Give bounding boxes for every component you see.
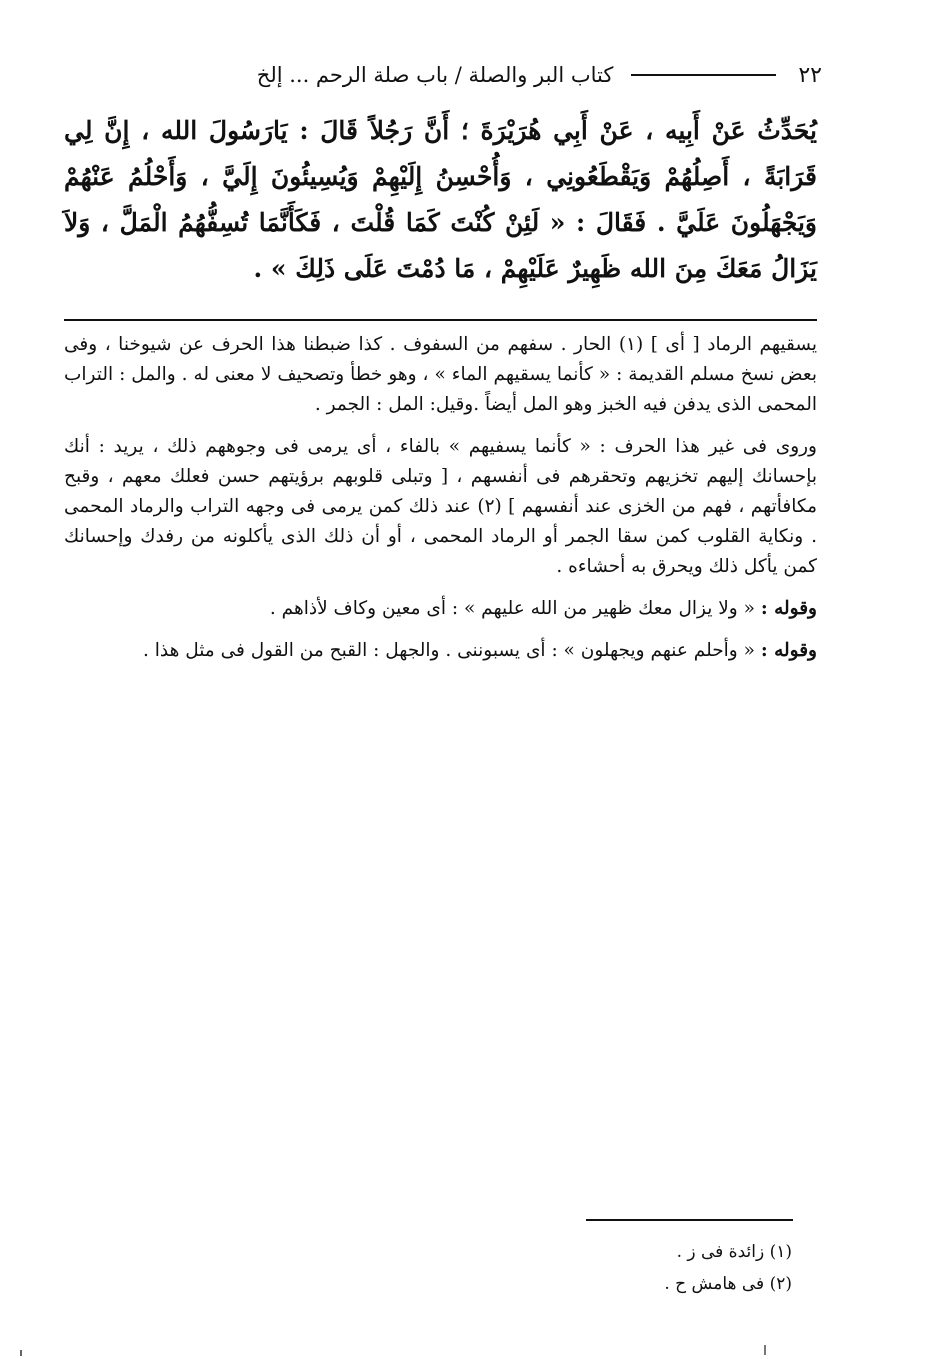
page-number: ٢٢ — [798, 62, 822, 88]
commentary-paragraph-3 — [64, 594, 817, 624]
commentary-lead: وقوله : — [760, 640, 817, 661]
commentary-text: « ولا يزال معك ظهير من الله عليهم » : أى معين وكاف لأذاهم . — [269, 598, 761, 619]
scan-mark — [764, 1345, 766, 1355]
commentary-paragraph-1: يسقيهم الرماد [ أى ] (١) الحار . سفهم من السفوف . كذا ضبطنا هذا الحرف عن شيوخنا ، وفى بعض نسخ مسلم القديمة : « كأنما يسقيهم الماء » ، وهو خطأ وتصحيف لا معنى له . والمل : التراب المحمى الذى يدفن فيه الخبز وهو المل أيضاً .وقيل: المل : الجمر . — [64, 334, 817, 415]
page-header — [64, 58, 822, 92]
running-title: كتاب البر والصلة / باب صلة الرحم ... إلخ — [256, 63, 614, 87]
commentary — [64, 330, 817, 678]
hadith-text: يُحَدِّثُ عَنْ أَبِيه ، عَنْ أَبِي هُرَيْرَةَ ؛ أَنَّ رَجُلاً قَالَ : يَارَسُولَ الله ، إِنَّ لِي قَرَابَةً ، أَصِلُهُمْ وَيَقْطَعُونِي ، وَأُحْسِنُ إِلَيْهِمْ وَيُسِيئُونَ إِلَيَّ ، وَأَحْلُمُ عَنْهُمْ وَيَجْهَلُونَ عَلَيَّ . فَقَالَ : « لَئِنْ كُنْتَ كَمَا قُلْتَ ، فَكَأَنَّمَا تُسِفُّهُمُ الْمَلَّ ، وَلاَ يَزَالُ مَعَكَ مِنَ الله ظَهِيرٌ عَلَيْهِمْ ، مَا دُمْتَ عَلَى ذَلِكَ » . — [64, 116, 817, 283]
commentary-text: « وأحلم عنهم ويجهلون » : أى يسبوننى . والجهل : القبح من القول فى مثل هذا . — [142, 640, 761, 661]
commentary-lead: وقوله : — [760, 598, 817, 619]
section-divider — [64, 319, 817, 321]
commentary-paragraph-2: وروى فى غير هذا الحرف : « كأنما يسفيهم » بالفاء ، أى يرمى فى وجوههم ذلك ، يريد : أنك بإحسانك إليهم تخزيهم وتحقرهم فى أنفسهم ، [ وتبلى قلوبهم برؤيتهم حسن فعلك معهم ، وقبح مكافأتهم ، فهم من الخزى عند أنفسهم ] (٢) عند ذلك كمن يرمى فى وجهه التراب والرماد المحمى . ونكاية القلوب كمن سقا الجمر أو الرماد المحمى ، أو أن ذلك الذى يأكلونه من رفدك وإحسانك كمن يأكل ذلك ويحرق به أحشاءه . — [64, 436, 817, 577]
header-rule — [631, 74, 776, 76]
scan-mark — [20, 1350, 22, 1356]
footnote-rule — [586, 1219, 793, 1221]
commentary-paragraph-4 — [64, 636, 817, 666]
footnotes — [64, 1236, 792, 1300]
footnote-2: (٢) فى هامش ح . — [664, 1274, 792, 1294]
footnote-1: (١) زائدة فى ز . — [676, 1242, 792, 1262]
